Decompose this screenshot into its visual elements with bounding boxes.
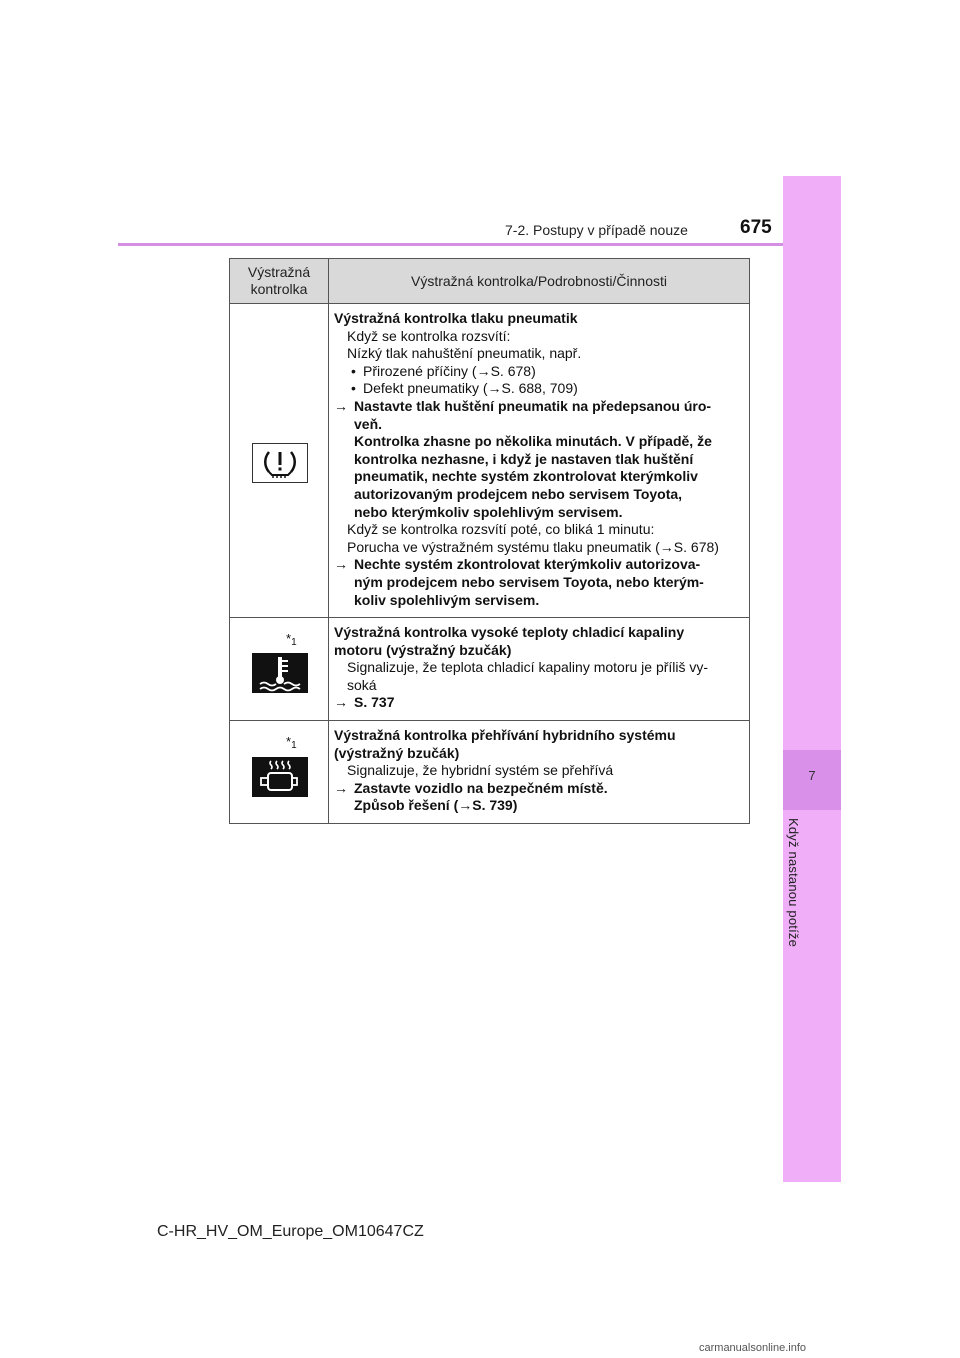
action-line xyxy=(334,398,743,416)
action-line xyxy=(334,780,743,798)
text-line: Když se kontrolka rozsvítí poté, co bliká 1 minutu: xyxy=(347,521,655,538)
bullet-glyph: • xyxy=(351,380,356,397)
text-line: koliv spolehlivým servisem. xyxy=(354,591,540,608)
action-text: Nechte systém zkontrolovat kterýmkoliv autorizova- xyxy=(354,556,701,573)
section-title: 7-2. Postupy v případě nouze xyxy=(505,222,688,238)
text-line: Signalizuje, že hybridní systém se přehřívá xyxy=(347,762,614,779)
text-line: Signalizuje, že teplota chladicí kapaliny motoru je příliš vy- xyxy=(347,659,709,676)
text-line: Kontrolka zhasne po několika minutách. V případě, že xyxy=(354,433,712,450)
bullet-text: Přirozené příčiny (→S. 678) xyxy=(363,362,536,379)
page-number: 675 xyxy=(740,217,772,238)
text-line: soká xyxy=(347,676,377,693)
warning-lights-table xyxy=(229,258,750,824)
details-cell xyxy=(329,304,750,618)
hybrid-system-overheat-warning-icon xyxy=(252,757,308,797)
icon-cell xyxy=(230,721,329,824)
text-line: ným prodejcem nebo servisem Toyota, nebo kterým- xyxy=(354,573,704,590)
chapter-number: 7 xyxy=(808,768,816,783)
column-header-light: Výstražná kontrolka xyxy=(230,259,329,304)
text-line: nebo kterýmkoliv spolehlivým servisem. xyxy=(354,503,623,520)
text-line: Nízký tlak nahuštění pneumatik, např. xyxy=(347,345,582,362)
coolant-temperature-warning-icon xyxy=(252,653,308,693)
table-row xyxy=(230,721,750,824)
action-line xyxy=(334,694,743,712)
action-text: Nastavte tlak huštění pneumatik na předepsanou úro- xyxy=(354,397,712,414)
details-cell xyxy=(329,618,750,721)
text-line: Porucha ve výstražném systému tlaku pneumatik (→S. 678) xyxy=(347,538,719,555)
table-header-row xyxy=(230,259,750,304)
warning-title: Výstražná kontrolka vysoké teploty chladicí kapaliny xyxy=(334,624,685,641)
text-line: Způsob řešení (→S. 739) xyxy=(354,797,518,814)
bullet-item xyxy=(334,363,743,381)
watermark: carmanualsonline.info xyxy=(699,1342,807,1354)
arrow-icon: → xyxy=(334,779,348,796)
text-line: Když se kontrolka rozsvítí: xyxy=(347,327,511,344)
arrow-icon: → xyxy=(334,397,348,414)
bullet-glyph: • xyxy=(351,362,356,379)
action-text: Zastavte vozidlo na bezpečném místě. xyxy=(354,779,608,796)
table-row xyxy=(230,304,750,618)
header-rule xyxy=(118,243,783,246)
icon-cell xyxy=(230,618,329,721)
footnote-asterisk: * xyxy=(286,734,292,750)
footnote-index: 1 xyxy=(291,740,297,752)
footnote-index: 1 xyxy=(291,637,297,649)
table-row xyxy=(230,618,750,721)
arrow-icon: → xyxy=(334,556,348,573)
arrow-icon: → xyxy=(334,694,348,711)
footnote-asterisk: * xyxy=(286,631,292,647)
warning-title: Výstražná kontrolka přehřívání hybridního systému xyxy=(334,727,676,744)
chapter-side-tab xyxy=(783,176,841,1182)
footnote-mark xyxy=(286,733,297,755)
bullet-item xyxy=(334,380,743,398)
icon-cell xyxy=(230,304,329,618)
tire-pressure-warning-icon xyxy=(252,443,308,483)
text-line: kontrolka nezhasne, i když je nastaven tlak huštění xyxy=(354,450,694,467)
chapter-title: Když nastanou potíže xyxy=(786,818,801,948)
text-line: autorizovaným prodejcem nebo servisem Toyota, xyxy=(354,485,683,502)
text-line: veň. xyxy=(354,415,383,432)
action-text: S. 737 xyxy=(354,694,395,711)
warning-title: Výstražná kontrolka tlaku pneumatik xyxy=(334,310,578,326)
bullet-text: Defekt pneumatiky (→S. 688, 709) xyxy=(363,380,578,397)
footnote-mark xyxy=(286,630,297,652)
text-line: motoru (výstražný bzučák) xyxy=(334,641,512,658)
text-line: pneumatik, nechte systém zkontrolovat kterýmkoliv xyxy=(354,468,698,485)
document-id: C-HR_HV_OM_Europe_OM10647CZ xyxy=(157,1223,424,1240)
action-line xyxy=(334,556,743,574)
column-header-details: Výstražná kontrolka/Podrobnosti/Činnosti xyxy=(329,259,750,304)
text-line: (výstražný bzučák) xyxy=(334,744,460,761)
details-cell xyxy=(329,721,750,824)
